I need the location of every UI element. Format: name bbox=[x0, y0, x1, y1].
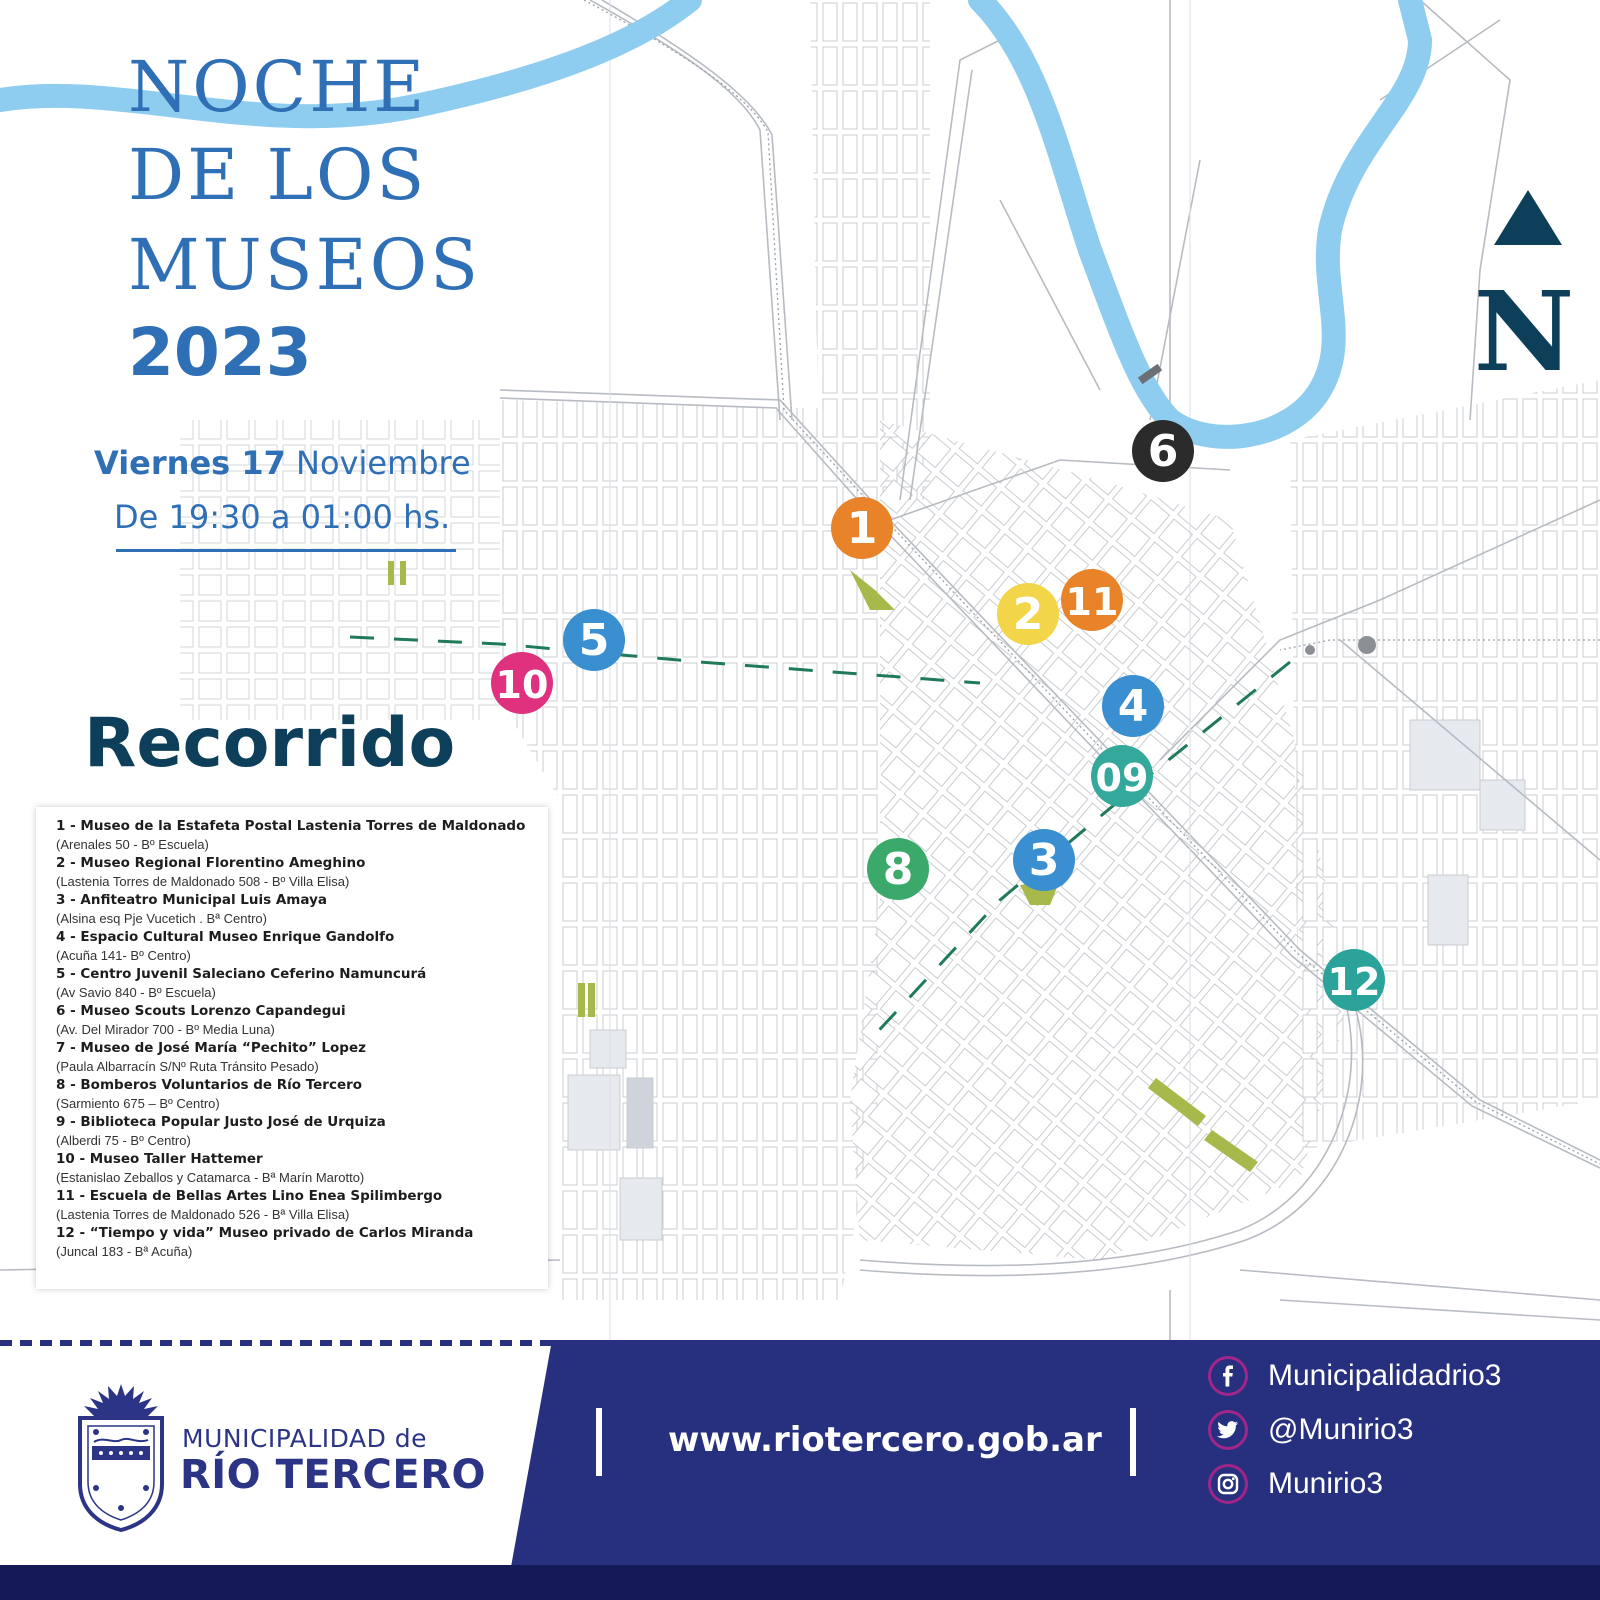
museum-list-item bbox=[56, 1224, 548, 1261]
museum-address: (Acuña 141- Bº Centro) bbox=[56, 947, 191, 963]
museum-name: 7 - Museo de José María “Pechito” Lopez bbox=[56, 1040, 366, 1056]
museum-address: (Av. Del Mirador 700 - Bº Media Luna) bbox=[56, 1021, 275, 1037]
museum-name: 6 - Museo Scouts Lorenzo Capandegui bbox=[56, 1003, 346, 1019]
social-instagram[interactable] bbox=[1208, 1464, 1383, 1504]
facility-block bbox=[1428, 875, 1468, 945]
facility-block bbox=[590, 1030, 626, 1068]
facility-block bbox=[1480, 780, 1525, 830]
museum-name: 11 - Escuela de Bellas Artes Lino Enea Spilimbergo bbox=[56, 1188, 443, 1204]
facebook-icon bbox=[1208, 1356, 1248, 1396]
museum-list-panel bbox=[36, 807, 548, 1289]
instagram-icon bbox=[1208, 1464, 1248, 1504]
museum-list-item bbox=[56, 1039, 548, 1076]
marker-label: 09 bbox=[1095, 756, 1149, 800]
museum-address: (Lastenia Torres de Maldonado 526 - Bª Villa Elisa) bbox=[56, 1206, 350, 1222]
museum-list-item bbox=[56, 1076, 548, 1113]
marker-label: 6 bbox=[1147, 426, 1179, 477]
blocks-center bbox=[840, 400, 1360, 1280]
museum-list-item bbox=[56, 891, 548, 928]
museum-name: 12 - “Tiempo y vida” Museo privado de Carlos Miranda bbox=[56, 1225, 474, 1241]
twitter-icon bbox=[1208, 1410, 1248, 1450]
museum-name: 8 - Bomberos Voluntarios de Río Tercero bbox=[56, 1077, 363, 1093]
museum-list-item bbox=[56, 1113, 548, 1150]
museum-name: 4 - Espacio Cultural Museo Enrique Gandolfo bbox=[56, 929, 395, 945]
footer-divider bbox=[1130, 1408, 1136, 1476]
museum-list-item bbox=[56, 854, 548, 891]
map-marker-1[interactable] bbox=[831, 497, 893, 559]
museum-list-item bbox=[56, 1150, 548, 1187]
marker-label: 10 bbox=[495, 663, 549, 707]
event-hours: De 19:30 a 01:00 hs. bbox=[114, 498, 451, 536]
north-label: N bbox=[1473, 267, 1575, 396]
facility-block bbox=[620, 1178, 662, 1240]
north-arrow-icon bbox=[1494, 190, 1562, 245]
marker-label: 8 bbox=[882, 844, 914, 895]
route-heading: Recorrido bbox=[84, 704, 456, 783]
museum-address: (Arenales 50 - Bº Escuela) bbox=[56, 836, 209, 852]
map-marker-6[interactable] bbox=[1132, 420, 1194, 482]
museum-address: (Av Savio 840 - Bº Escuela) bbox=[56, 984, 216, 1000]
museum-list-item bbox=[56, 1187, 548, 1224]
museum-name: 3 - Anfiteatro Municipal Luis Amaya bbox=[56, 892, 327, 908]
footer-divider bbox=[596, 1408, 602, 1476]
museum-list bbox=[36, 807, 548, 1261]
hours-underline bbox=[116, 549, 456, 552]
museum-name: 5 - Centro Juvenil Saleciano Ceferino Namuncurá bbox=[56, 966, 427, 982]
map-marker-11[interactable] bbox=[1061, 569, 1123, 631]
blocks-west bbox=[490, 400, 890, 1300]
museum-address: (Juncal 183 - Bª Acuña) bbox=[56, 1243, 193, 1259]
museum-list-item bbox=[56, 817, 548, 854]
museum-address: (Alsina esq Pje Vucetich . Bª Centro) bbox=[56, 910, 267, 926]
website-link[interactable]: www.riotercero.gob.ar bbox=[668, 1420, 1102, 1460]
museum-list-item bbox=[56, 965, 548, 1002]
map-marker-3[interactable] bbox=[1013, 829, 1075, 891]
museum-list-item bbox=[56, 928, 548, 965]
museum-list-item bbox=[56, 1002, 548, 1039]
museum-address: (Estanislao Zeballos y Catamarca - Bª Marín Marotto) bbox=[56, 1169, 365, 1185]
title-line-1: NOCHE bbox=[128, 46, 428, 128]
museum-address: (Sarmiento 675 – Bº Centro) bbox=[56, 1095, 220, 1111]
social-facebook[interactable] bbox=[1208, 1356, 1501, 1396]
footer bbox=[0, 1340, 1600, 1600]
marker-label: 11 bbox=[1065, 580, 1119, 624]
marker-label: 5 bbox=[578, 615, 610, 666]
marker-label: 12 bbox=[1327, 960, 1381, 1004]
museum-name: 1 - Museo de la Estafeta Postal Lastenia Torres de Maldonado bbox=[56, 818, 526, 834]
title-line-2: DE LOS bbox=[128, 134, 428, 216]
museum-name: 9 - Biblioteca Popular Justo José de Urquiza bbox=[56, 1114, 386, 1130]
marker-label: 1 bbox=[846, 503, 878, 554]
marker-label: 4 bbox=[1117, 681, 1149, 732]
museum-name: 2 - Museo Regional Florentino Ameghino bbox=[56, 855, 366, 871]
museum-name: 10 - Museo Taller Hattemer bbox=[56, 1151, 263, 1167]
municipality-name-top: MUNICIPALIDAD de bbox=[182, 1424, 428, 1453]
event-month: Noviembre bbox=[296, 444, 471, 482]
map-marker-5[interactable] bbox=[563, 609, 625, 671]
instagram-handle: Munirio3 bbox=[1268, 1467, 1384, 1500]
museum-address: (Lastenia Torres de Maldonado 508 - Bº Villa Elisa) bbox=[56, 873, 350, 889]
museum-address: (Paula Albarracín S/Nº Ruta Tránsito Pesado) bbox=[56, 1058, 319, 1074]
facility-block bbox=[627, 1078, 653, 1148]
footer-dashed-border bbox=[0, 1340, 1600, 1346]
twitter-handle: @Munirio3 bbox=[1268, 1413, 1414, 1446]
title-year: 2023 bbox=[128, 314, 312, 391]
marker-label: 2 bbox=[1012, 589, 1044, 640]
map-marker-2[interactable] bbox=[997, 583, 1059, 645]
municipality-name-bottom: RÍO TERCERO bbox=[180, 1452, 487, 1498]
social-twitter[interactable] bbox=[1208, 1410, 1414, 1450]
facebook-handle: Municipalidadrio3 bbox=[1268, 1359, 1502, 1392]
map-marker-8[interactable] bbox=[867, 838, 929, 900]
event-date bbox=[94, 444, 471, 482]
map-marker-4[interactable] bbox=[1102, 675, 1164, 737]
map-marker-09[interactable] bbox=[1091, 745, 1153, 807]
event-day: Viernes 17 bbox=[94, 444, 286, 482]
facility-block bbox=[568, 1075, 620, 1150]
museum-address: (Alberdi 75 - Bº Centro) bbox=[56, 1132, 191, 1148]
roundabout-dot bbox=[1305, 645, 1315, 655]
municipality-crest-icon bbox=[74, 1384, 168, 1534]
map-marker-10[interactable] bbox=[491, 652, 553, 714]
facility-block bbox=[1410, 720, 1480, 790]
roundabout-dot bbox=[1358, 636, 1376, 654]
marker-label: 3 bbox=[1028, 835, 1060, 886]
map-marker-12[interactable] bbox=[1323, 949, 1385, 1011]
footer-bottom-bar bbox=[0, 1565, 1600, 1600]
title-line-3: MUSEOS bbox=[128, 224, 482, 306]
